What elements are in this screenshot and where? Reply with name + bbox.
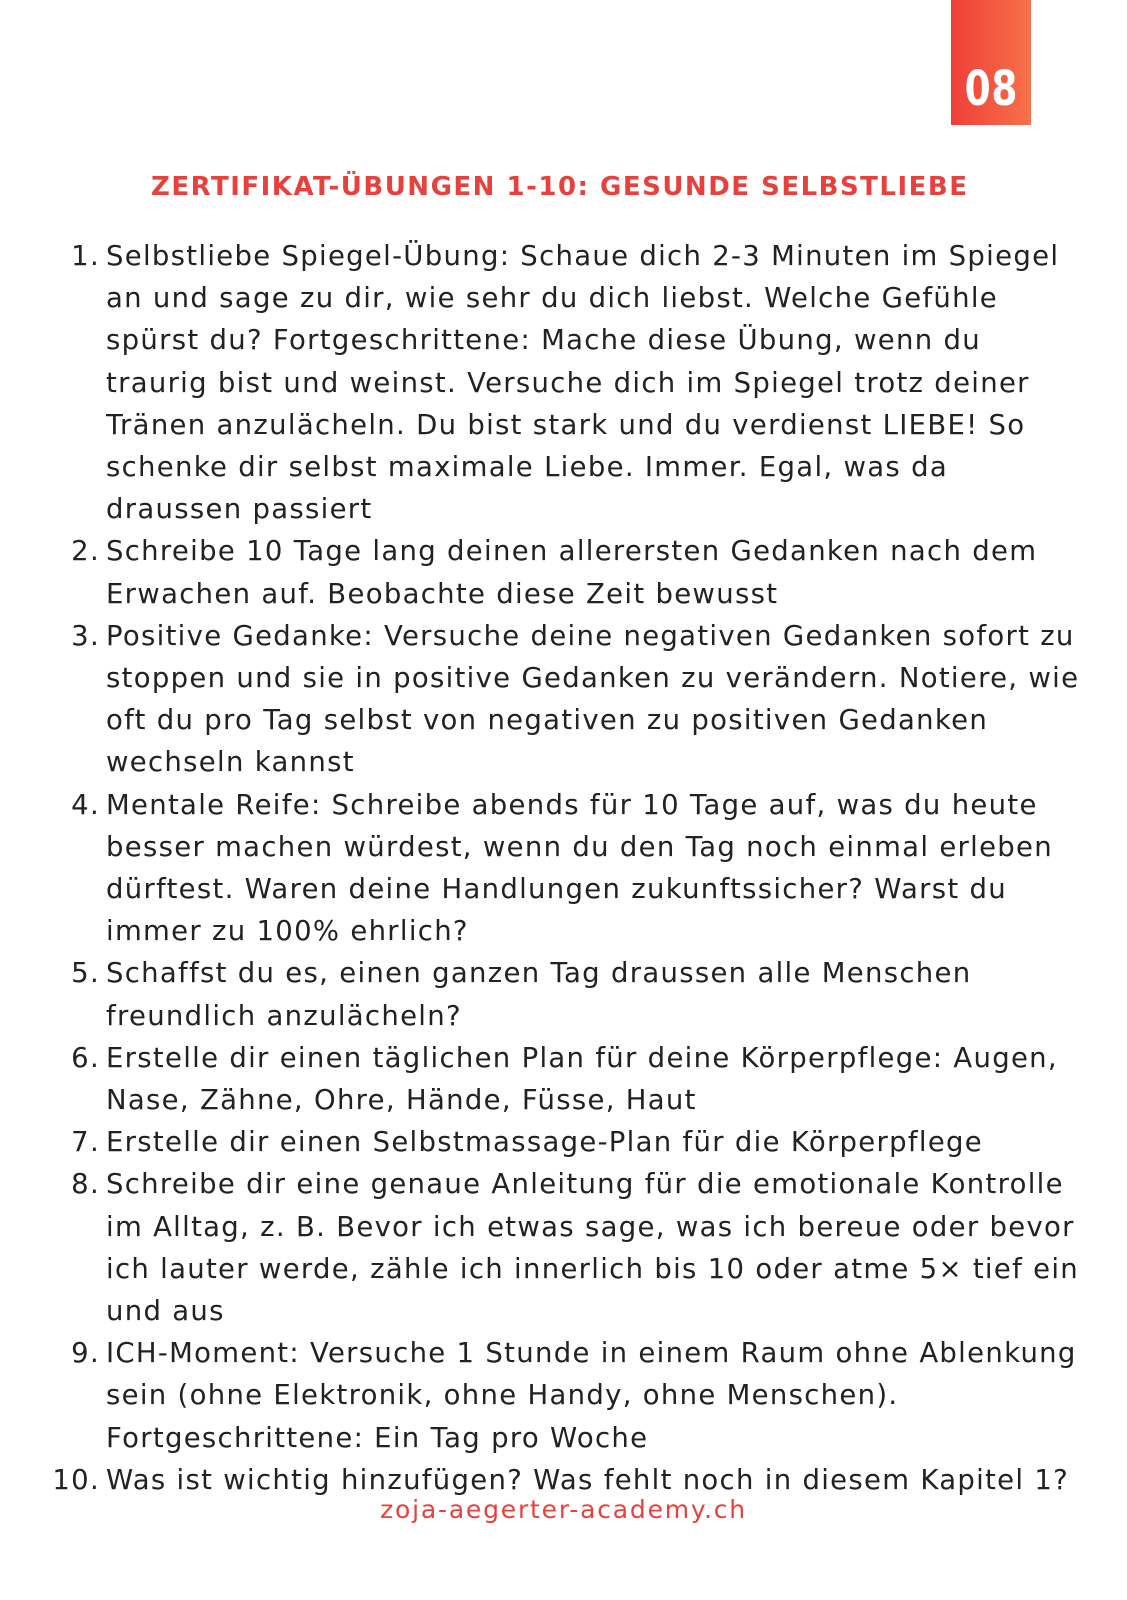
exercise-text: Mentale Reife: Schreibe abends für 10 Tage auf, was du heute besser machen würdest, wenn du den Tag noch einmal erleben dürftest. Waren deine Handlungen zukunftssicher? Warst du immer zu 100% ehrlich?: [106, 788, 1054, 948]
exercise-text: Schreibe dir eine genaue Anleitung für die emotionale Kontrolle im Alltag, z. B. Bevor ich etwas sage, was ich bereue oder bevor ich lauter werde, zähle ich innerlich bis 10 oder atme 5× tief ein und aus: [106, 1168, 1079, 1328]
exercise-list: [0, 235, 1080, 1501]
page-title: ZERTIFIKAT-ÜBUNGEN 1-10: GESUNDE SELBSTLIEBE: [151, 172, 969, 202]
exercise-text: Schreibe 10 Tage lang deinen allerersten Gedanken nach dem Erwachen auf. Beobachte diese Zeit bewusst: [106, 535, 1038, 610]
exercise-number: 10.: [52, 1463, 100, 1496]
exercise-text: Schaffst du es, einen ganzen Tag draussen alle Menschen freundlich anzulächeln?: [106, 957, 972, 1032]
exercise-item-5: [0, 952, 1080, 1036]
exercise-text: ICH-Moment: Versuche 1 Stunde in einem Raum ohne Ablenkung sein (ohne Elektronik, ohne Handy, ohne Menschen). Fortgeschrittene: Ein Tag pro Woche: [106, 1337, 1077, 1454]
exercise-text: Selbstliebe Spiegel-Übung: Schaue dich 2-3 Minuten im Spiegel an und sage zu dir, wie sehr du dich liebst. Welche Gefühle spürst du? Fortgeschrittene: Mache diese Übung, wenn du traurig bist und weinst. Versuche dich im Spiegel trotz deiner Tränen anzulächeln. Du bist stark und du verdienst LIEBE! So schenke dir selbst maximale Liebe. Immer. Egal, was da draussen passiert: [106, 240, 1060, 526]
exercise-text: Erstelle dir einen täglichen Plan für deine Körperpflege: Augen, Nase, Zähne, Ohre, Hände, Füsse, Haut: [106, 1041, 1058, 1117]
footer-website-link[interactable]: zoja-aegerter-academy.ch: [380, 1495, 747, 1524]
exercise-number: 5.: [71, 957, 100, 990]
exercise-text: Was ist wichtig hinzufügen? Was fehlt noch in diesem Kapitel 1?: [106, 1463, 1070, 1496]
exercise-item-6: [0, 1037, 1080, 1121]
exercise-text: Positive Gedanke: Versuche deine negativen Gedanken sofort zu stoppen und sie in positive Gedanken zu verändern. Notiere, wie oft du pro Tag selbst von negativen zu positiven Gedanken wechseln kannst: [106, 619, 1080, 779]
exercise-item-4: [0, 784, 1080, 953]
exercise-number: 8.: [71, 1168, 100, 1201]
exercise-item-8: [0, 1163, 1080, 1332]
exercise-item-9: [0, 1332, 1080, 1459]
exercise-item-1: [0, 235, 1080, 530]
exercise-number: 7.: [71, 1126, 100, 1159]
page-number-tab: [951, 0, 1031, 125]
exercise-number: 2.: [71, 535, 100, 568]
exercise-number: 4.: [71, 788, 100, 821]
exercise-number: 9.: [71, 1337, 100, 1370]
exercise-number: 1.: [71, 240, 100, 272]
exercise-item-7: [0, 1121, 1080, 1163]
exercise-item-2: [0, 530, 1080, 614]
exercise-text: Erstelle dir einen Selbstmassage-Plan für die Körperpflege: [106, 1126, 984, 1159]
page-number: 08: [964, 61, 1018, 117]
exercise-number: 3.: [71, 619, 100, 652]
exercise-number: 6.: [71, 1041, 100, 1074]
exercise-item-3: [0, 615, 1080, 784]
